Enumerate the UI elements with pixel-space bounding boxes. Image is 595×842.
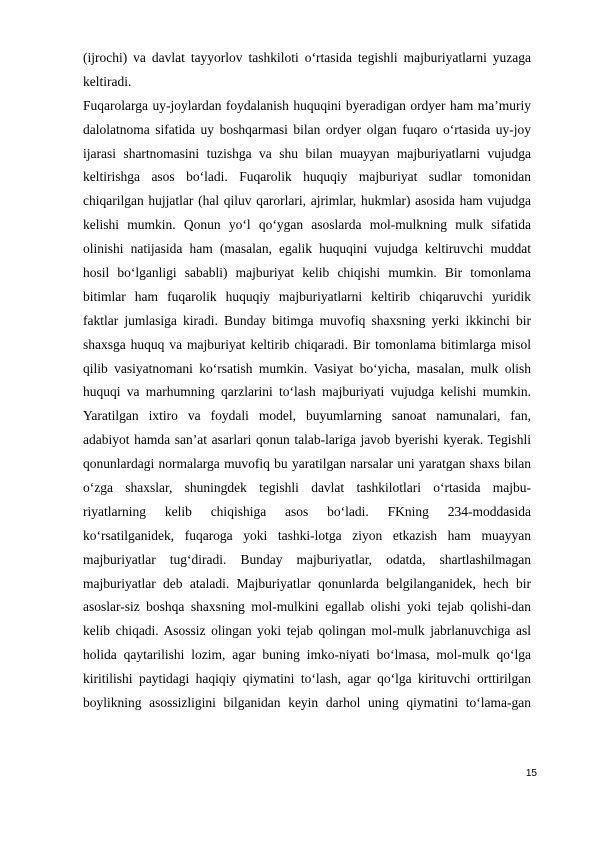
text-line: faktlar jumlasiga kiradi. Bunday bitimga muvofiq shaxsning yerki ikkinchi bir	[83, 312, 531, 328]
text-line: olinishi natijasida ham (masalan, egalik huquqini vujudga keltiruvchi muddat	[83, 241, 531, 257]
text-line: Fuqarolarga uy-joylardan foydalanish huquqini byeradigan ordyer ham ma’muriy	[83, 97, 531, 113]
text-line: boylikning asossizligini bilganidan keyin darhol uning qiymatini to‘lama-gan	[83, 695, 531, 711]
text-line: bitimlar ham fuqarolik huquqiy majburiyatlarni keltirib chiqaruvchi yuridik	[83, 288, 531, 304]
text-line: asoslar-siz boshqa shaxsning mol-mulkini egallab olishi yoki tejab qolishi-dan	[83, 599, 531, 615]
text-line: dalolatnoma sifatida uy boshqarmasi bilan ordyer olgan fuqaro o‘rtasida uy-joy	[83, 121, 531, 137]
text-line: keltirishga asos bo‘ladi. Fuqarolik huquqiy majburiyat sudlar tomonidan	[83, 169, 531, 185]
text-line: hosil bo‘lganligi sababli) majburiyat kelib chiqishi mumkin. Bir tomonlama	[83, 265, 531, 281]
body-text	[83, 46, 531, 715]
text-line: holida qaytarilishi lozim, agar buning imko-niyati bo‘lmasa, mol-mulk qo‘lga	[83, 647, 531, 663]
text-line: Yaratilgan ixtiro va foydali model, buyumlarning sanoat namunalari, fan,	[83, 408, 531, 424]
text-line: ijarasi shartnomasini tuzishga va shu bilan muayyan majburiyatlarni vujudga	[83, 145, 531, 161]
text-line: kiritilishi paytidagi haqiqiy qiymatini to‘lash, agar qo‘lga kirituvchi orttirilgan	[83, 671, 531, 687]
text-line: kelib chiqadi. Asossiz olingan yoki tejab qolingan mol-mulk jabrlanuvchiga asl	[83, 623, 531, 639]
text-line: qonunlardagi normalarga muvofiq bu yaratilgan narsalar uni yaratgan shaxs bilan	[83, 456, 531, 472]
text-line: chiqarilgan hujjatlar (hal qiluv qarorlari, ajrimlar, hukmlar) asosida ham vujudga	[83, 193, 531, 209]
text-line: keltiradi.	[83, 73, 132, 89]
text-line: riyatlarning kelib chiqishiga asos bo‘ladi. FKning 234-moddasida	[83, 503, 531, 519]
text-line: shaxsga huquq va majburiyat keltirib chiqaradi. Bir tomonlama bitimlarga misol	[83, 336, 531, 352]
text-line: ko‘rsatilganidek, fuqaroga yoki tashki-lotga ziyon etkazish ham muayyan	[83, 527, 531, 543]
page-number: 15	[525, 768, 537, 779]
text-line: kelishi mumkin. Qonun yo‘l qo‘ygan asoslarda mol-mulkning mulk sifatida	[83, 217, 531, 233]
text-line: (ijrochi) va davlat tayyorlov tashkiloti o‘rtasida tegishli majburiyatlarni yuzaga	[83, 50, 531, 65]
text-line: adabiyot hamda san’at asarlari qonun talab-lariga javob byerishi kyerak. Tegishli	[83, 432, 531, 448]
text-line: majburiyatlar deb ataladi. Majburiyatlar qonunlarda belgilanganidek, hech bir	[83, 575, 531, 591]
text-line: huquqi va marhumning qarzlarini to‘lash majburiyati vujudga kelishi mumkin.	[83, 384, 531, 400]
text-line: majburiyatlar tug‘diradi. Bunday majburiyatlar, odatda, shartlashilmagan	[83, 551, 531, 567]
text-line: qilib vasiyatnomani ko‘rsatish mumkin. Vasiyat bo‘yicha, masalan, mulk olish	[83, 360, 531, 376]
text-line: o‘zga shaxslar, shuningdek tegishli davlat tashkilotlari o‘rtasida majbu-	[83, 480, 531, 496]
